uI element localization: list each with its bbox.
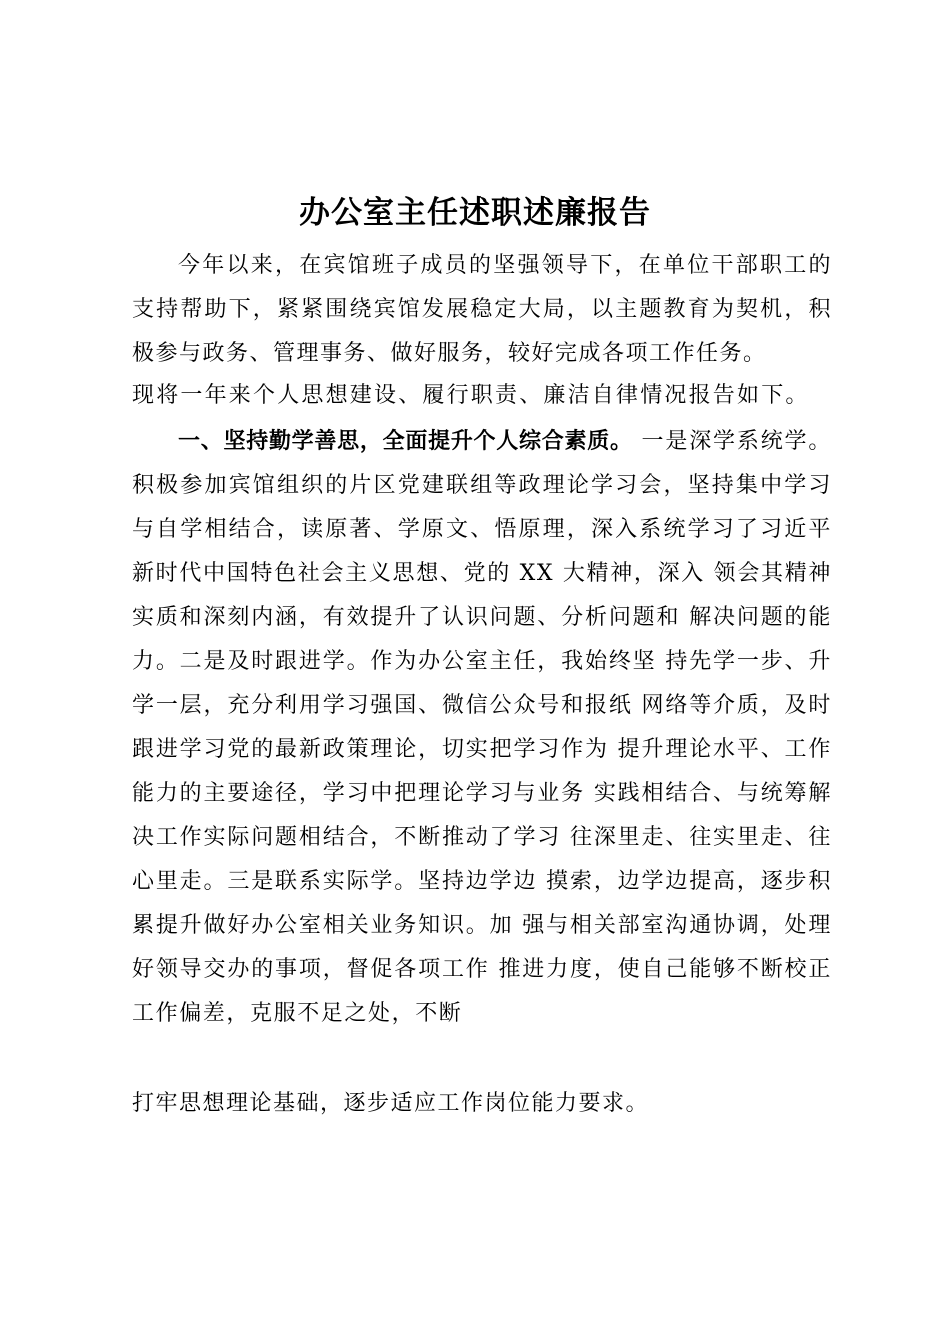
intro-paragraph: 今年以来，在宾馆班子成员的坚强领导下，在单位干部职工的支持帮助下，紧紧围绕宾馆发展稳定大局，以主题教育为契机，积极参与政务、管理事务、做好服务，较好完成各项工作任务。 [132,253,832,366]
closing-line: 打牢思想理论基础，逐步适应工作岗位能力要求。 [132,1091,650,1116]
section-1-paragraph [132,420,832,1036]
document-title: 办公室主任述职述廉报告 [299,195,651,231]
intro-continued-paragraph: 现将一年来个人思想建设、履行职责、廉洁自律情况报告如下。 [132,383,810,408]
section-1-heading: 一、坚持勤学善思，全面提升个人综合素质。 [178,429,633,454]
section-1-body: 一是深学系统学。积极参加宾馆组织的片区党建联组等政理论学习会，坚持集中学习与自学相结合，读原著、学原文、悟原理，深入系统学习了习近平新时代中国特色社会主义思想、党的 XX 大精神，深入 领会其精神实质和深刻内涵，有效提升了认识问题、分析问题和 解决问题的能力。二是及时跟进学。作为办公室主任，我始终坚 持先学一步、升学一层，充分利用学习强国、微信公众号和报纸 网络等介质，及时跟进学习党的最新政策理论，切实把学习作为 提升理论水平、工作能力的主要途径，学习中把理论学习与业务 实践相结合、与统筹解决工作实际问题相结合，不断推动了学习 往深里走、往实里走、往心里走。三是联系实际学。坚持边学边 摸索，边学边提高，逐步积累提升做好办公室相关业务知识。加 强与相关部室沟通协调，处理好领导交办的事项，督促各项工作 推进力度，使自己能够不断校正工作偏差，克服不足之处，不断 [132,429,832,1026]
